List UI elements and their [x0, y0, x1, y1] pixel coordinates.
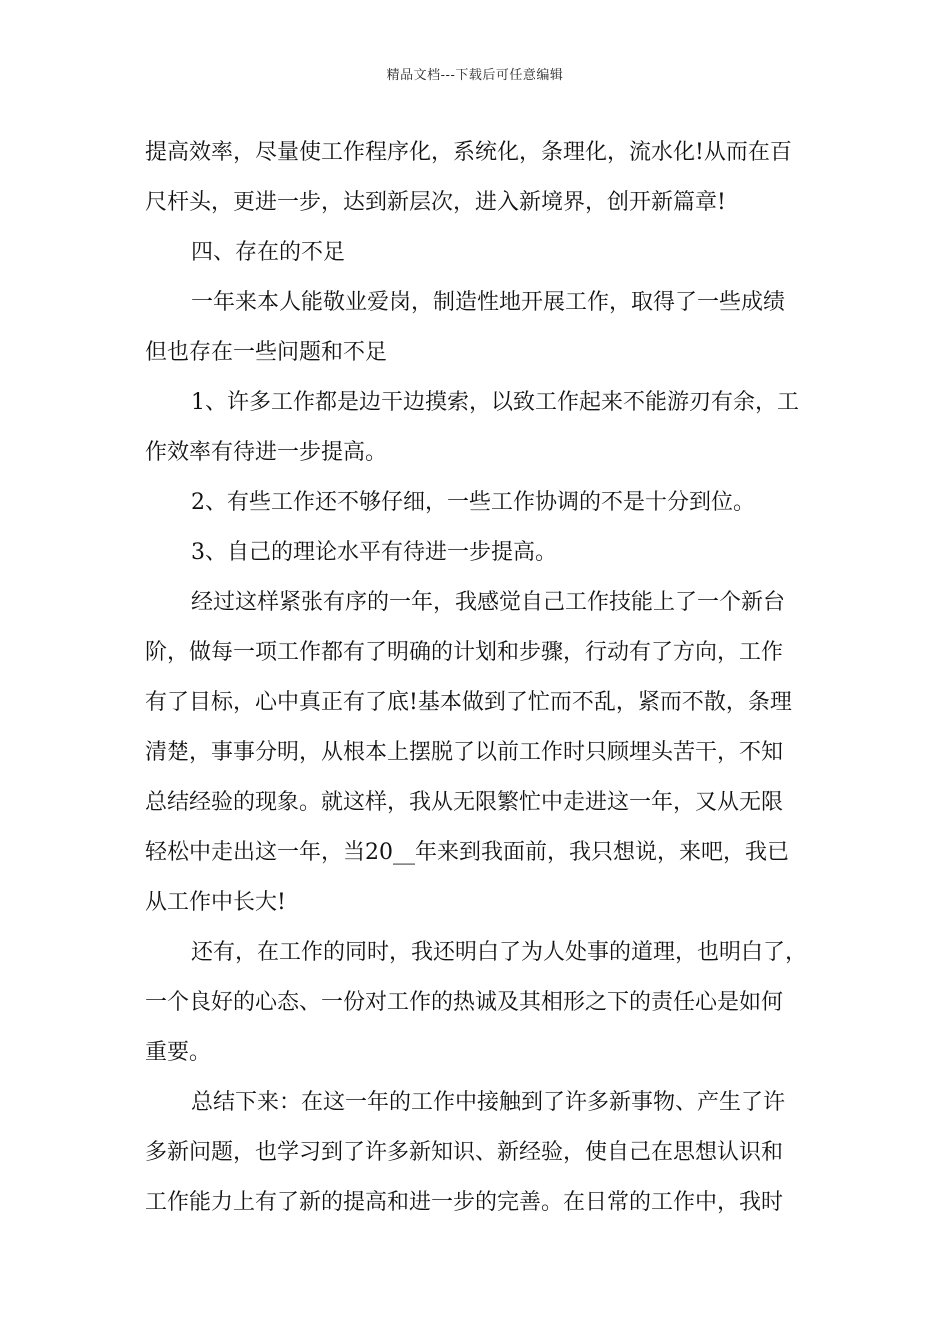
list-item-line: 1、许多工作都是边干边摸索，以致工作起来不能游刃有余，工	[191, 390, 799, 415]
list-item-line: 2、有些工作还不够仔细，一些工作协调的不是十分到位。	[191, 490, 755, 515]
text-line: 清楚，事事分明，从根本上摆脱了以前工作时只顾埋头苦干，不知	[145, 740, 784, 765]
text-line: 提高效率，尽量使工作程序化，系统化，条理化，流水化!从而在百	[145, 140, 792, 165]
text-line: 有了目标，心中真正有了底!基本做到了忙而不乱，紧而不散，条理	[145, 690, 792, 715]
document-body	[145, 128, 835, 1228]
page-header: 精品文档---下载后可任意编辑	[386, 68, 564, 83]
text-line: 轻松中走出这一年，当20__年来到我面前，我只想说，来吧，我已	[145, 840, 789, 865]
text-line: 重要。	[145, 1040, 212, 1065]
text-line: 经过这样紧张有序的一年，我感觉自己工作技能上了一个新台	[191, 590, 786, 615]
text-line: 一个良好的心态、一份对工作的热诚及其相形之下的责任心是如何	[145, 990, 784, 1015]
text-line: 但也存在一些问题和不足	[145, 340, 388, 365]
section-heading: 四、存在的不足	[191, 240, 346, 265]
text-line: 从工作中长大!	[145, 890, 286, 915]
text-line: 阶，做每一项工作都有了明确的计划和步骤，行动有了方向，工作	[145, 640, 784, 665]
text-line: 还有，在工作的同时，我还明白了为人处事的道理，也明白了，	[191, 940, 808, 965]
text-line: 工作能力上有了新的提高和进一步的完善。在日常的工作中，我时	[145, 1190, 784, 1215]
list-item-line: 3、自己的理论水平有待进一步提高。	[191, 540, 557, 565]
text-line: 尺杆头，更进一步，达到新层次，进入新境界，创开新篇章!	[145, 190, 726, 215]
text-line: 总结经验的现象。就这样，我从无限繁忙中走进这一年，又从无限	[145, 790, 784, 815]
text-line: 总结下来：在这一年的工作中接触到了许多新事物、产生了许	[191, 1090, 786, 1115]
text-line: 多新问题，也学习到了许多新知识、新经验，使自己在思想认识和	[145, 1140, 784, 1165]
text-line: 一年来本人能敬业爱岗，制造性地开展工作，取得了一些成绩	[191, 290, 786, 315]
list-item-line: 作效率有待进一步提高。	[145, 440, 388, 465]
